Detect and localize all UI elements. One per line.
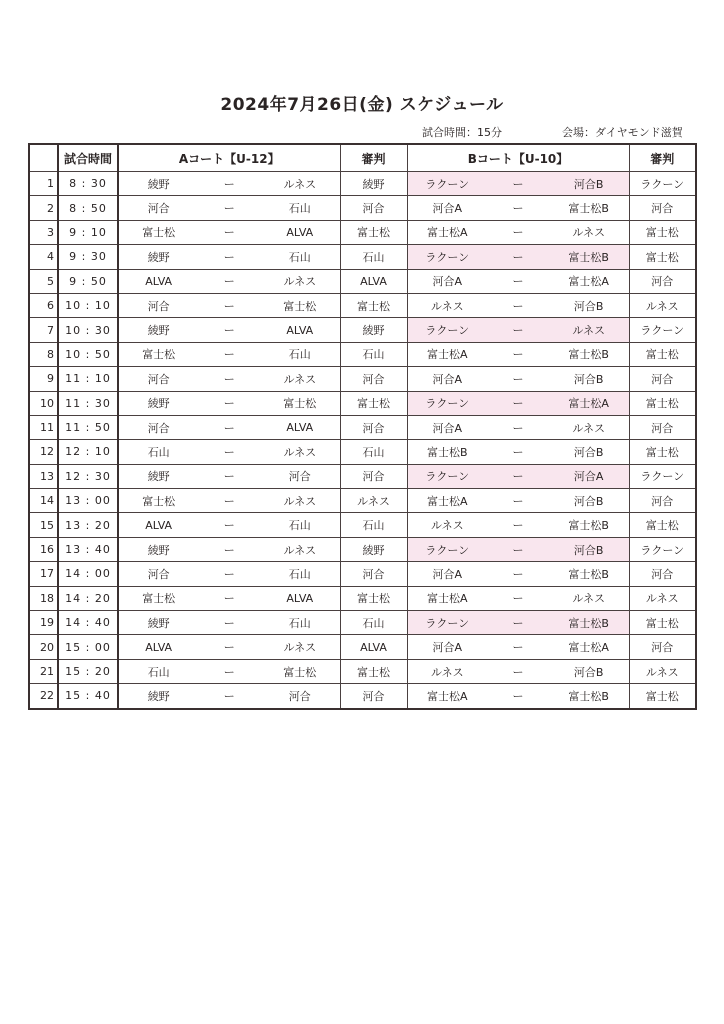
match-number: 20 [29, 635, 58, 659]
match-number: 21 [29, 659, 58, 683]
versus-dash: ー [223, 324, 235, 338]
versus-dash: ー [223, 519, 235, 533]
match-number: 22 [29, 684, 58, 709]
versus-dash: ー [223, 421, 235, 435]
table-row [29, 440, 696, 464]
versus-dash: ー [223, 226, 235, 240]
match-number: 9 [29, 367, 58, 391]
court-b-team-2: 富士松B [568, 202, 609, 216]
court-a-match [118, 245, 340, 269]
court-a-team-1: 河合 [147, 372, 170, 386]
versus-dash: ー [223, 641, 235, 655]
court-b-match [407, 415, 629, 439]
court-b-referee: ラクーン [629, 318, 696, 342]
court-a-team-2: ALVA [286, 591, 314, 605]
court-a-team-1: 石山 [147, 445, 170, 459]
court-a-referee: 富士松 [340, 220, 407, 244]
court-a-team-2: 石山 [288, 348, 311, 362]
court-b-referee: 河合 [629, 562, 696, 586]
court-b-match [407, 537, 629, 561]
table-row [29, 220, 696, 244]
versus-dash: ー [512, 177, 524, 191]
court-b-team-2: 富士松A [568, 397, 609, 411]
court-b-team-1: 富士松A [427, 689, 468, 703]
table-row [29, 489, 696, 513]
court-a-team-1: 富士松 [142, 348, 176, 362]
court-a-team-2: 河合 [288, 470, 311, 484]
court-b-referee: 富士松 [629, 611, 696, 635]
court-b-team-2: 河合B [573, 372, 604, 386]
court-b-match [407, 513, 629, 537]
court-b-team-2: 富士松A [568, 641, 609, 655]
court-a-team-1: 綾野 [147, 177, 170, 191]
versus-dash: ー [512, 348, 524, 362]
court-b-team-1: 河合A [432, 202, 463, 216]
court-a-referee: 河合 [340, 464, 407, 488]
court-b-team-2: 富士松B [568, 519, 609, 533]
court-b-match [407, 269, 629, 293]
court-b-team-2: 河合B [573, 445, 604, 459]
court-b-team-1: ルネス [430, 665, 464, 679]
table-row [29, 537, 696, 561]
court-b-referee: ラクーン [629, 464, 696, 488]
court-a-team-1: 河合 [147, 202, 170, 216]
court-a-team-2: ルネス [283, 177, 317, 191]
court-a-match [118, 220, 340, 244]
court-b-referee: ラクーン [629, 537, 696, 561]
versus-dash: ー [512, 202, 524, 216]
court-a-referee: 石山 [340, 440, 407, 464]
court-b-match [407, 220, 629, 244]
court-b-team-1: ルネス [430, 519, 464, 533]
versus-dash: ー [512, 445, 524, 459]
court-b-match [407, 635, 629, 659]
court-a-team-1: 綾野 [147, 616, 170, 630]
match-number: 4 [29, 245, 58, 269]
match-number: 6 [29, 293, 58, 317]
match-time: 15 : 20 [58, 659, 118, 683]
header-referee-a: 審判 [340, 144, 407, 172]
versus-dash: ー [512, 665, 524, 679]
court-a-team-2: 石山 [288, 616, 311, 630]
court-a-team-1: 綾野 [147, 250, 170, 264]
table-row [29, 611, 696, 635]
versus-dash: ー [512, 470, 524, 484]
court-a-team-1: 河合 [147, 421, 170, 435]
match-number: 8 [29, 342, 58, 366]
court-b-team-1: ルネス [430, 299, 464, 313]
match-time: 13 : 00 [58, 489, 118, 513]
court-a-match [118, 415, 340, 439]
versus-dash: ー [512, 567, 524, 581]
court-a-team-1: ALVA [145, 518, 173, 532]
versus-dash: ー [223, 665, 235, 679]
court-b-team-1: 河合A [432, 421, 463, 435]
court-b-team-1: ラクーン [425, 397, 470, 411]
match-time: 10 : 10 [58, 293, 118, 317]
match-number: 7 [29, 318, 58, 342]
court-a-match [118, 611, 340, 635]
match-number: 13 [29, 464, 58, 488]
court-a-match [118, 172, 340, 196]
court-b-team-1: ラクーン [425, 177, 470, 191]
court-a-match [118, 293, 340, 317]
court-b-team-2: 富士松B [568, 348, 609, 362]
versus-dash: ー [223, 592, 235, 606]
court-b-referee: 富士松 [629, 342, 696, 366]
court-b-referee: 河合 [629, 635, 696, 659]
match-number: 15 [29, 513, 58, 537]
court-a-match [118, 464, 340, 488]
court-b-team-2: 河合A [573, 470, 604, 484]
court-b-referee: 河合 [629, 269, 696, 293]
court-a-team-1: 河合 [147, 299, 170, 313]
versus-dash: ー [223, 494, 235, 508]
court-b-referee: ルネス [629, 659, 696, 683]
page-title: 2024年7月26日(金) スケジュール [220, 95, 504, 115]
court-b-referee: 富士松 [629, 245, 696, 269]
court-b-referee: 富士松 [629, 513, 696, 537]
match-number: 19 [29, 611, 58, 635]
versus-dash: ー [512, 372, 524, 386]
table-row [29, 513, 696, 537]
match-time: 14 : 40 [58, 611, 118, 635]
court-b-match [407, 367, 629, 391]
match-time: 11 : 10 [58, 367, 118, 391]
court-a-team-2: 石山 [288, 519, 311, 533]
versus-dash: ー [512, 397, 524, 411]
court-a-referee: 石山 [340, 513, 407, 537]
table-row [29, 391, 696, 415]
match-time: 14 : 00 [58, 562, 118, 586]
court-a-team-1: ALVA [145, 640, 173, 654]
court-b-team-2: 富士松B [568, 250, 609, 264]
court-a-team-2: ルネス [283, 641, 317, 655]
court-b-team-2: ルネス [572, 226, 606, 240]
table-row [29, 464, 696, 488]
header-referee-b: 審判 [629, 144, 696, 172]
versus-dash: ー [512, 324, 524, 338]
match-time: 11 : 50 [58, 415, 118, 439]
versus-dash: ー [223, 177, 235, 191]
court-a-referee: ALVA [340, 635, 407, 659]
court-a-team-1: 綾野 [147, 397, 170, 411]
court-a-match [118, 440, 340, 464]
court-b-team-1: ラクーン [425, 616, 470, 630]
court-a-team-2: 富士松 [283, 665, 317, 679]
court-a-match [118, 513, 340, 537]
court-a-match [118, 489, 340, 513]
versus-dash: ー [512, 250, 524, 264]
versus-dash: ー [512, 543, 524, 557]
header-number [29, 144, 58, 172]
court-b-match [407, 611, 629, 635]
court-a-team-2: ルネス [283, 372, 317, 386]
court-a-team-2: ルネス [283, 494, 317, 508]
court-b-team-1: 河合A [432, 641, 463, 655]
court-b-team-2: ルネス [572, 324, 606, 338]
court-a-team-2: 石山 [288, 202, 311, 216]
court-b-match [407, 659, 629, 683]
court-b-match [407, 293, 629, 317]
header-court-a: Aコート【U-12】 [118, 144, 340, 172]
match-time: 11 : 30 [58, 391, 118, 415]
court-a-referee: ALVA [340, 269, 407, 293]
court-b-match [407, 440, 629, 464]
court-a-team-2: 石山 [288, 250, 311, 264]
court-a-referee: 河合 [340, 367, 407, 391]
versus-dash: ー [223, 397, 235, 411]
court-a-team-1: 富士松 [142, 494, 176, 508]
court-a-referee: 綾野 [340, 318, 407, 342]
versus-dash: ー [223, 202, 235, 216]
court-b-referee: ラクーン [629, 172, 696, 196]
match-time: 15 : 40 [58, 684, 118, 709]
court-b-team-2: 河合B [573, 299, 604, 313]
court-b-referee: 河合 [629, 367, 696, 391]
header-time: 試合時間 [58, 144, 118, 172]
court-a-match [118, 659, 340, 683]
court-b-team-2: 河合B [573, 543, 604, 557]
table-row [29, 562, 696, 586]
header-row [29, 144, 696, 172]
court-a-match [118, 586, 340, 610]
match-number: 17 [29, 562, 58, 586]
court-b-team-2: 河合B [573, 177, 604, 191]
court-a-referee: 河合 [340, 562, 407, 586]
court-b-referee: 富士松 [629, 684, 696, 709]
court-a-team-2: 河合 [288, 689, 311, 703]
court-a-referee: 富士松 [340, 659, 407, 683]
court-b-match [407, 391, 629, 415]
court-a-referee: 富士松 [340, 391, 407, 415]
court-a-team-2: ルネス [283, 543, 317, 557]
court-a-match [118, 318, 340, 342]
match-number: 18 [29, 586, 58, 610]
match-time: 8 : 50 [58, 196, 118, 220]
court-a-team-2: ALVA [286, 421, 314, 435]
match-time: 9 : 50 [58, 269, 118, 293]
court-b-team-1: 富士松A [427, 348, 468, 362]
court-a-match [118, 196, 340, 220]
match-time: 13 : 20 [58, 513, 118, 537]
match-time: 10 : 30 [58, 318, 118, 342]
court-a-referee: 石山 [340, 342, 407, 366]
court-a-referee: 河合 [340, 684, 407, 709]
versus-dash: ー [512, 421, 524, 435]
court-b-team-1: 富士松A [427, 494, 468, 508]
court-b-match [407, 464, 629, 488]
court-a-match [118, 391, 340, 415]
court-b-team-2: ルネス [572, 592, 606, 606]
versus-dash: ー [223, 543, 235, 557]
match-time: 15 : 00 [58, 635, 118, 659]
table-row [29, 367, 696, 391]
court-a-match [118, 367, 340, 391]
schedule-table [28, 143, 697, 710]
court-b-match [407, 489, 629, 513]
court-a-referee: 綾野 [340, 537, 407, 561]
court-b-match [407, 342, 629, 366]
match-number: 2 [29, 196, 58, 220]
court-a-referee: 綾野 [340, 172, 407, 196]
court-b-match [407, 586, 629, 610]
court-a-team-2: ルネス [283, 275, 317, 289]
table-row [29, 245, 696, 269]
court-b-referee: 河合 [629, 489, 696, 513]
court-b-team-1: 河合A [432, 567, 463, 581]
match-number: 3 [29, 220, 58, 244]
court-b-referee: 河合 [629, 196, 696, 220]
court-a-match [118, 537, 340, 561]
versus-dash: ー [223, 470, 235, 484]
match-time: 8 : 30 [58, 172, 118, 196]
match-time: 14 : 20 [58, 586, 118, 610]
header-court-b: Bコート【U-10】 [407, 144, 629, 172]
table-row [29, 415, 696, 439]
table-row [29, 293, 696, 317]
court-b-team-2: 富士松A [568, 275, 609, 289]
court-a-referee: ルネス [340, 489, 407, 513]
court-b-team-1: ラクーン [425, 470, 470, 484]
court-b-team-2: 河合B [573, 665, 604, 679]
versus-dash: ー [512, 494, 524, 508]
court-b-match [407, 318, 629, 342]
versus-dash: ー [512, 616, 524, 630]
court-a-team-1: 河合 [147, 567, 170, 581]
court-a-team-1: 綾野 [147, 324, 170, 338]
court-a-team-1: 富士松 [142, 226, 176, 240]
match-number: 1 [29, 172, 58, 196]
court-b-referee: ルネス [629, 586, 696, 610]
court-a-team-2: ALVA [286, 323, 314, 337]
court-a-team-1: 綾野 [147, 470, 170, 484]
court-a-match [118, 269, 340, 293]
court-a-match [118, 635, 340, 659]
court-a-team-1: 綾野 [147, 689, 170, 703]
court-a-referee: 石山 [340, 611, 407, 635]
match-time: 9 : 10 [58, 220, 118, 244]
versus-dash: ー [223, 372, 235, 386]
match-time: 12 : 30 [58, 464, 118, 488]
court-b-team-1: ラクーン [425, 543, 470, 557]
court-a-team-2: ALVA [286, 225, 314, 239]
court-b-team-2: 富士松B [568, 567, 609, 581]
court-a-team-2: 富士松 [283, 397, 317, 411]
match-time: 12 : 10 [58, 440, 118, 464]
court-b-match [407, 172, 629, 196]
court-b-team-1: ラクーン [425, 324, 470, 338]
court-a-referee: 富士松 [340, 293, 407, 317]
court-b-team-1: 富士松A [427, 592, 468, 606]
table-row [29, 269, 696, 293]
versus-dash: ー [223, 250, 235, 264]
versus-dash: ー [512, 519, 524, 533]
match-number: 10 [29, 391, 58, 415]
table-row [29, 172, 696, 196]
court-b-team-1: 河合A [432, 372, 463, 386]
versus-dash: ー [223, 567, 235, 581]
court-b-referee: 富士松 [629, 391, 696, 415]
court-b-team-1: 富士松B [427, 445, 468, 459]
court-b-team-1: ラクーン [425, 250, 470, 264]
court-a-team-2: ルネス [283, 445, 317, 459]
versus-dash: ー [512, 275, 524, 289]
versus-dash: ー [512, 226, 524, 240]
versus-dash: ー [223, 689, 235, 703]
court-a-referee: 河合 [340, 196, 407, 220]
court-a-match [118, 342, 340, 366]
venue-label: 会場：ダイヤモンド滋賀 [562, 126, 683, 139]
court-a-referee: 富士松 [340, 586, 407, 610]
match-duration: 試合時間：15分 [422, 126, 502, 139]
versus-dash: ー [223, 348, 235, 362]
table-row [29, 318, 696, 342]
match-number: 12 [29, 440, 58, 464]
versus-dash: ー [512, 641, 524, 655]
match-time: 10 : 50 [58, 342, 118, 366]
court-b-team-2: ルネス [572, 421, 606, 435]
match-number: 11 [29, 415, 58, 439]
court-b-team-2: 富士松B [568, 689, 609, 703]
versus-dash: ー [512, 592, 524, 606]
court-b-team-1: 富士松A [427, 226, 468, 240]
court-b-match [407, 245, 629, 269]
court-b-referee: ルネス [629, 293, 696, 317]
match-number: 14 [29, 489, 58, 513]
court-a-team-2: 石山 [288, 567, 311, 581]
table-row [29, 342, 696, 366]
table-row [29, 196, 696, 220]
match-number: 16 [29, 537, 58, 561]
court-a-referee: 石山 [340, 245, 407, 269]
table-row [29, 659, 696, 683]
court-a-match [118, 562, 340, 586]
table-row [29, 684, 696, 709]
match-time: 9 : 30 [58, 245, 118, 269]
court-a-referee: 河合 [340, 415, 407, 439]
table-row [29, 635, 696, 659]
court-b-team-2: 富士松B [568, 616, 609, 630]
court-b-match [407, 684, 629, 709]
match-time: 13 : 40 [58, 537, 118, 561]
court-b-referee: 富士松 [629, 440, 696, 464]
versus-dash: ー [512, 689, 524, 703]
versus-dash: ー [223, 275, 235, 289]
court-a-team-1: 富士松 [142, 592, 176, 606]
court-b-team-1: 河合A [432, 275, 463, 289]
match-number: 5 [29, 269, 58, 293]
versus-dash: ー [223, 445, 235, 459]
versus-dash: ー [512, 299, 524, 313]
table-row [29, 586, 696, 610]
court-b-referee: 河合 [629, 415, 696, 439]
court-b-match [407, 196, 629, 220]
court-a-team-1: ALVA [145, 274, 173, 288]
court-a-team-1: 綾野 [147, 543, 170, 557]
court-b-referee: 富士松 [629, 220, 696, 244]
court-a-team-2: 富士松 [283, 299, 317, 313]
court-b-team-2: 河合B [573, 494, 604, 508]
versus-dash: ー [223, 299, 235, 313]
court-a-team-1: 石山 [147, 665, 170, 679]
versus-dash: ー [223, 616, 235, 630]
court-a-match [118, 684, 340, 709]
court-b-match [407, 562, 629, 586]
